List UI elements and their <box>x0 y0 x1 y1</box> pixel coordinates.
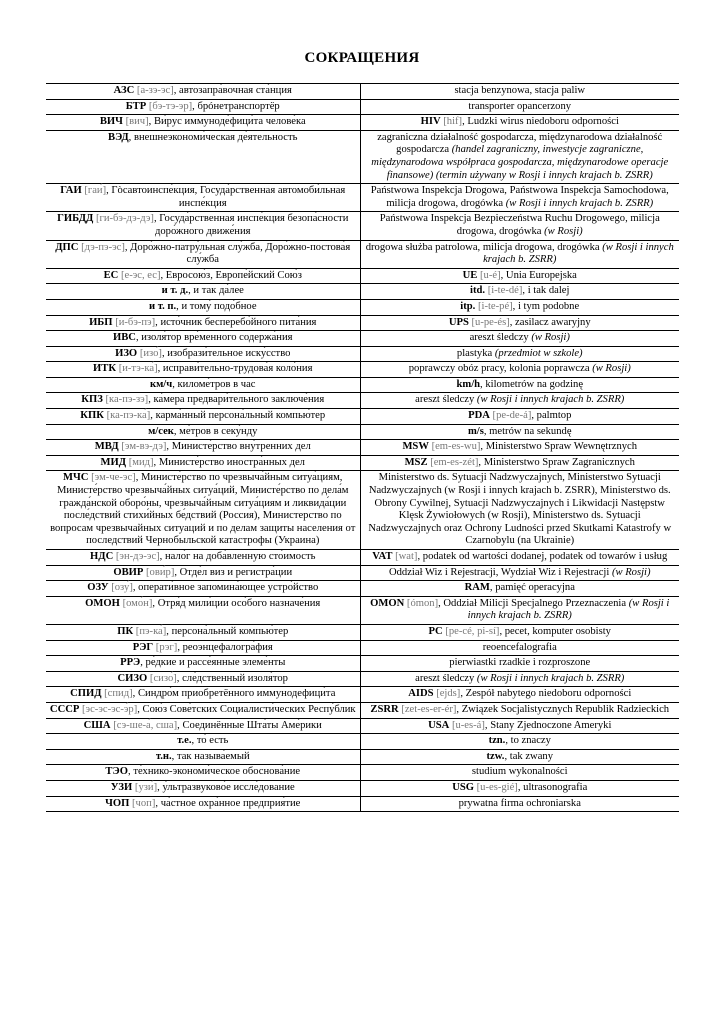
polish-cell <box>360 84 679 100</box>
russian-transcription: [е-эс, ес] <box>120 269 161 281</box>
table-row <box>46 84 679 100</box>
russian-cell <box>46 362 360 378</box>
polish-cell <box>360 749 679 765</box>
polish-expansion: , podatek od wartości dodanej, podatek od towarów i usług <box>417 551 668 562</box>
russian-abbreviation: МЧС <box>63 472 89 484</box>
russian-transcription: [спид] <box>104 688 133 700</box>
russian-abbreviation: ИВС <box>113 332 136 344</box>
polish-cell <box>360 718 679 734</box>
russian-cell <box>46 671 360 687</box>
polish-note: (w Rosji) <box>531 332 570 344</box>
russian-transcription: [сизо́] <box>149 672 177 684</box>
russian-cell <box>46 409 360 425</box>
polish-expansion: , kilometrów na godzinę <box>480 378 584 390</box>
page-title: СОКРАЩЕНИЯ <box>304 50 420 66</box>
russian-transcription: [сэ-ше-а́, сша] <box>113 719 178 731</box>
russian-abbreviation: РЭГ <box>132 641 154 653</box>
russian-expansion: , Синдро́м приобретённого иммунодефици́та <box>132 688 336 700</box>
polish-cell <box>360 362 679 378</box>
polish-cell <box>360 550 679 566</box>
russian-abbreviation: ГАИ <box>60 185 82 197</box>
polish-expansion: Państwowa Inspekcja Drogowa, Państwowa Inspekcja Samochodowa, milicja drogowa, drogówka <box>370 185 669 209</box>
polish-expansion: , pamięć operacyjna <box>489 582 575 594</box>
russian-cell <box>46 765 360 781</box>
russian-expansion: , Сою́з Сове́тских Социалисти́ческих Респу́блик <box>137 703 356 715</box>
polish-cell <box>360 284 679 300</box>
russian-cell <box>46 656 360 672</box>
polish-cell <box>360 331 679 347</box>
russian-expansion: , персона́льный компью́тер <box>166 625 289 637</box>
polish-cell <box>360 440 679 456</box>
polish-note: (w Rosji i innych krajach b. ZSRR) <box>476 394 625 406</box>
polish-expansion: pierwiastki rzadkie i rozproszone <box>449 657 591 669</box>
russian-abbreviation: РРЭ <box>120 657 141 669</box>
polish-cell <box>360 130 679 183</box>
russian-expansion: , киломе́тров в час <box>172 378 256 390</box>
table-row <box>46 440 679 456</box>
polish-expansion: areszt śledczy <box>415 672 477 684</box>
russian-cell <box>46 687 360 703</box>
russian-transcription: [узи́] <box>134 781 158 793</box>
russian-transcription: [а-зэ-эс] <box>136 85 174 96</box>
polish-cell <box>360 315 679 331</box>
russian-cell <box>46 393 360 409</box>
russian-expansion: , нало́г на доба́вленную сто́имость <box>159 551 316 562</box>
polish-expansion: reoencefalografia <box>482 641 557 653</box>
russian-expansion: , Гòсавтоинспе́кция, Госуда́рственная автомоби́льная инспе́кция <box>106 185 346 209</box>
polish-expansion: , Oddział Milicji Specjalnego Przeznaczenia <box>438 597 629 609</box>
polish-note: (w Rosji) <box>544 225 583 237</box>
polish-expansion: , Stany Zjednoczone Ameryki <box>484 719 612 731</box>
russian-abbreviation: КПЗ <box>81 394 103 406</box>
russian-abbreviation: км/ч <box>149 378 173 390</box>
russian-abbreviation: т.н. <box>155 750 172 762</box>
russian-abbreviation: МВД <box>94 441 119 453</box>
polish-transcription: [u-es-á] <box>451 719 485 731</box>
russian-expansion: , ча́стное охра́нное предприя́тие <box>155 797 301 809</box>
table-row <box>46 640 679 656</box>
russian-abbreviation: и т. д. <box>161 285 189 297</box>
russian-abbreviation: ВЭД <box>108 131 129 143</box>
polish-transcription: [pe-cé, pi-sí] <box>445 625 500 637</box>
polish-cell <box>360 640 679 656</box>
russian-abbreviation: ВИЧ <box>99 116 123 128</box>
polish-expansion: , metrów na sekundę <box>483 425 572 437</box>
russian-transcription: [и-бэ-пэ] <box>115 316 156 328</box>
russian-cell <box>46 640 360 656</box>
polish-transcription: [em-es-zét] <box>430 456 479 468</box>
table-row <box>46 796 679 812</box>
russian-abbreviation: КПК <box>80 410 104 422</box>
russian-cell <box>46 84 360 100</box>
russian-abbreviation: ОЗУ <box>87 582 109 594</box>
russian-expansion: , ме́тров в секу́нду <box>173 425 258 437</box>
russian-abbreviation: ЧОП <box>105 797 130 809</box>
polish-cell <box>360 656 679 672</box>
russian-transcription: [эм-вэ-дэ] <box>121 441 167 453</box>
russian-expansion: , Отде́л виз и регистра́ции <box>174 566 293 578</box>
russian-cell <box>46 780 360 796</box>
russian-cell <box>46 455 360 471</box>
polish-transcription: [wat] <box>395 551 418 562</box>
russian-expansion: , Соединённые Шта́ты Аме́рики <box>177 719 322 731</box>
russian-cell <box>46 377 360 393</box>
table-row <box>46 624 679 640</box>
russian-transcription: [вич] <box>125 116 149 128</box>
russian-cell <box>46 184 360 212</box>
polish-abbreviation: ZSRR <box>370 703 399 715</box>
polish-expansion: studium wykonalności <box>471 766 568 778</box>
polish-abbreviation: PC <box>428 625 443 637</box>
polish-expansion: , ultrasonografia <box>517 781 588 793</box>
table-row <box>46 212 679 240</box>
table-row <box>46 424 679 440</box>
polish-cell <box>360 702 679 718</box>
russian-expansion: , исто́чник бесперебо́йного пита́ния <box>155 316 317 328</box>
polish-transcription: [em-es-wu] <box>431 441 481 453</box>
polish-cell <box>360 581 679 597</box>
russian-transcription: [озу́] <box>111 582 133 594</box>
russian-cell <box>46 115 360 131</box>
table-row <box>46 749 679 765</box>
table-row <box>46 734 679 750</box>
table-row <box>46 718 679 734</box>
russian-cell <box>46 624 360 640</box>
polish-abbreviation: MSZ <box>404 456 428 468</box>
polish-expansion: , pecet, komputer osobisty <box>499 625 611 637</box>
polish-abbreviation: VAT <box>372 551 393 562</box>
russian-transcription: [пэ-ка́] <box>135 625 167 637</box>
russian-expansion: , автозапра́вочная ста́нция <box>173 85 292 96</box>
russian-abbreviation: НДС <box>90 551 114 562</box>
polish-cell <box>360 624 679 640</box>
table-row <box>46 130 679 183</box>
polish-cell <box>360 393 679 409</box>
russian-abbreviation: м/сек <box>148 425 174 437</box>
russian-expansion: , Ви́рус иммуноде́фици́та челове́ка <box>148 116 306 128</box>
polish-abbreviation: USG <box>452 781 474 793</box>
russian-cell <box>46 331 360 347</box>
polish-note: (handel zagraniczny, inwestycje zagraniczne, międzynarodowa współpraca gospodarcza, międzynarodowe operacje finansowe) (termin używany w Rosji i innych krajach b. ZSRR) <box>371 144 669 181</box>
polish-abbreviation: km/h <box>456 378 481 390</box>
table-row <box>46 240 679 268</box>
russian-expansion: , то́ есть <box>191 735 229 747</box>
polish-expansion: drogowa służba patrolowa, milicja drogowa, drogówka <box>365 241 603 253</box>
polish-expansion: prywatna firma ochroniarska <box>458 797 581 809</box>
russian-expansion: , Госуда́рственная инспе́кция безопа́сности доро́жного движе́ния <box>153 213 349 237</box>
russian-transcription: [бэ-тэ-эр] <box>148 100 193 112</box>
polish-expansion: Oddział Wiz i Rejestracji, Wydział Wiz i Rejestracji <box>388 566 612 578</box>
russian-cell <box>46 240 360 268</box>
polish-expansion: , i tak dalej <box>522 285 570 297</box>
russian-cell <box>46 268 360 284</box>
polish-transcription: [zet-es-er-ér] <box>401 703 457 715</box>
russian-abbreviation: ПК <box>117 625 134 637</box>
table-row <box>46 765 679 781</box>
polish-cell <box>360 671 679 687</box>
russian-abbreviation: СПИД <box>70 688 102 700</box>
russian-expansion: , Министе́рство по чрезвыча́йным ситуа́циям, Министе́рство чрезвыча́йных ситуа́ций, Министе́рство по дела́м гражда́нской оборо́ны, чрезвыча́йным ситуа́циям и ликвида́ции после́дствий стихи́йных бе́дствий (Россия), Министерство по вопросам чрезвычайных ситуаций и по делам защиты населения от последствий Чернобыльской катастрофы (Украина) <box>50 472 356 547</box>
russian-cell <box>46 99 360 115</box>
polish-expansion: , Zespół nabytego niedoboru odporności <box>460 688 632 700</box>
table-row <box>46 596 679 624</box>
polish-transcription: [ejds] <box>436 688 461 700</box>
russian-transcription: [ка-пэ-ка́] <box>106 410 151 422</box>
table-row <box>46 393 679 409</box>
polish-expansion: , Ludzki wirus niedoboru odporności <box>462 116 619 128</box>
russian-abbreviation: ОМОН <box>85 597 120 609</box>
russian-transcription: [изо́] <box>139 347 162 359</box>
russian-expansion: , сле́дственный изоля́тор <box>176 672 288 684</box>
polish-expansion: zagraniczna działalność gospodarcza, międzynarodowa działalność gospodarcza <box>377 131 663 156</box>
polish-expansion: , tak zwany <box>504 750 553 762</box>
table-row <box>46 284 679 300</box>
russian-transcription: [гаи́] <box>84 185 107 197</box>
russian-transcription: [рэг] <box>155 641 178 653</box>
table-row <box>46 184 679 212</box>
polish-abbreviation: UPS <box>448 316 469 328</box>
russian-cell <box>46 734 360 750</box>
table-row <box>46 409 679 425</box>
polish-expansion: , palmtop <box>531 410 572 422</box>
russian-expansion: , так называ́емый <box>171 750 250 762</box>
russian-expansion: , Доро́жно-патру́льная слу́жба, Доро́жно-постова́я слу́жба <box>124 241 351 266</box>
russian-expansion: , ка́мера предвари́тельного заключе́ния <box>148 394 325 406</box>
polish-abbreviation: OMON <box>370 597 405 609</box>
russian-transcription: [мид] <box>128 456 154 468</box>
polish-cell <box>360 424 679 440</box>
table-row <box>46 702 679 718</box>
polish-cell <box>360 409 679 425</box>
polish-expansion: stacja benzynowa, stacja paliw <box>454 85 586 96</box>
polish-expansion: Ministerstwo ds. Sytuacji Nadzwyczajnych, Ministerstwo Sytuacji Nadzwyczajnych (w Rosji i innych krajach b. ZSRR), Ministerstwo ds. Obrony Cywilnej, Sytuacji Nadzwyczajnych i Likwidacji Następstw Klęsk Żywiołowych (w Rosji), Ministerstwo ds. Sytuacji Nadzwyczajnych oraz Ochrony Ludności przed Skutkami Katastrofy w Czarnobylu (na Ukrainie) <box>368 472 672 547</box>
polish-cell <box>360 99 679 115</box>
polish-expansion: poprawczy obóz pracy, kolonia poprawcza <box>408 363 593 375</box>
polish-transcription: [pe-de-á] <box>492 410 532 422</box>
table-row <box>46 581 679 597</box>
russian-abbreviation: ОВИР <box>113 566 144 578</box>
polish-abbreviation: tzw. <box>486 750 505 762</box>
russian-abbreviation: АЗС <box>113 85 135 96</box>
abbreviations-table <box>46 83 679 812</box>
polish-abbreviation: RAM <box>464 582 490 594</box>
russian-abbreviation: т.е. <box>177 735 192 747</box>
russian-expansion: , те́хнико-экономи́ческое обоснова́ние <box>128 766 301 778</box>
russian-cell <box>46 284 360 300</box>
abbreviations-table-body <box>46 84 679 812</box>
polish-expansion: , Związek Socjalistycznych Republik Radzieckich <box>456 703 670 715</box>
table-row <box>46 115 679 131</box>
polish-cell <box>360 346 679 362</box>
table-row <box>46 550 679 566</box>
russian-transcription: [ови́р] <box>146 566 175 578</box>
russian-cell <box>46 749 360 765</box>
russian-cell <box>46 315 360 331</box>
russian-abbreviation: ЕС <box>103 269 119 281</box>
table-row <box>46 315 679 331</box>
table-row <box>46 377 679 393</box>
polish-cell <box>360 565 679 581</box>
russian-cell <box>46 440 360 456</box>
polish-expansion: areszt śledczy <box>415 394 477 406</box>
russian-abbreviation: и т. п. <box>148 300 177 312</box>
polish-expansion: , Unia Europejska <box>500 269 577 281</box>
russian-abbreviation: ИТК <box>93 363 117 375</box>
polish-note: (przedmiot w szkole) <box>494 347 583 359</box>
polish-transcription: [u-es-gié] <box>476 781 518 793</box>
russian-expansion: , Министе́рство иностра́нных дел <box>153 456 305 468</box>
polish-abbreviation: MSW <box>402 441 429 453</box>
russian-transcription: [эс-эс-эс-э́р] <box>82 703 138 715</box>
russian-abbreviation: ДПС <box>55 241 79 253</box>
polish-transcription: [i-te-pé] <box>477 300 513 312</box>
russian-abbreviation: БТР <box>125 100 147 112</box>
table-row <box>46 471 679 550</box>
russian-abbreviation: МИД <box>100 456 127 468</box>
polish-abbreviation: itd. <box>470 285 486 297</box>
table-row <box>46 346 679 362</box>
russian-abbreviation: ТЭО <box>105 766 129 778</box>
polish-note: (w Rosji i innych krajach b. ZSRR) <box>467 597 670 622</box>
polish-cell <box>360 687 679 703</box>
polish-cell <box>360 299 679 315</box>
table-row <box>46 299 679 315</box>
russian-cell <box>46 471 360 550</box>
polish-cell <box>360 471 679 550</box>
russian-transcription: [омо́н] <box>122 597 153 609</box>
russian-cell <box>46 796 360 812</box>
polish-cell <box>360 115 679 131</box>
russian-abbreviation: УЗИ <box>110 781 133 793</box>
russian-transcription: [дэ-пэ-эс] <box>81 241 125 253</box>
table-row <box>46 99 679 115</box>
russian-abbreviation: ГИБДД <box>57 213 94 225</box>
polish-abbreviation: USA <box>428 719 450 731</box>
polish-note: (w Rosji i innych krajach b. ZSRR) <box>505 197 654 209</box>
polish-expansion: areszt śledczy <box>469 332 532 344</box>
russian-cell <box>46 299 360 315</box>
russian-cell <box>46 346 360 362</box>
russian-cell <box>46 565 360 581</box>
polish-cell <box>360 212 679 240</box>
russian-cell <box>46 702 360 718</box>
russian-expansion: , изобрази́тельное иску́сство <box>161 347 291 359</box>
polish-cell <box>360 268 679 284</box>
polish-transcription: [i-te-dé] <box>487 285 523 297</box>
russian-expansion: , Министе́рство вну́тренних дел <box>166 441 311 453</box>
table-row <box>46 331 679 347</box>
russian-expansion: , у̀льтразвуково́е иссле́дование <box>157 781 295 793</box>
russian-cell <box>46 424 360 440</box>
polish-note: (w Rosji i innych krajach b. ZSRR) <box>476 672 625 684</box>
polish-cell <box>360 734 679 750</box>
polish-abbreviation: AIDS <box>408 688 434 700</box>
russian-transcription: [эм-че-эс] <box>91 472 136 484</box>
polish-note: (w Rosji) <box>611 566 651 578</box>
russian-expansion: , ре́дкие и рассе́янные элеме́нты <box>140 657 286 669</box>
russian-expansion: , и так да́лее <box>188 285 244 297</box>
polish-abbreviation: PDA <box>468 410 490 422</box>
russian-cell <box>46 581 360 597</box>
table-row <box>46 268 679 284</box>
russian-transcription: [ка-пэ-зэ] <box>105 394 149 406</box>
polish-transcription: [ómon] <box>406 597 439 609</box>
russian-expansion: , исправи́тельно-трудова́я коло́ния <box>157 363 313 375</box>
polish-expansion: , i tym podobne <box>512 300 580 312</box>
table-row <box>46 671 679 687</box>
polish-abbreviation: tzn. <box>488 735 506 747</box>
russian-abbreviation: ИЗО <box>115 347 138 359</box>
polish-cell <box>360 184 679 212</box>
russian-abbreviation: ИБП <box>89 316 113 328</box>
russian-expansion: , и тому́ подо́бное <box>176 300 257 312</box>
table-row <box>46 687 679 703</box>
russian-abbreviation: США <box>83 719 111 731</box>
polish-cell <box>360 455 679 471</box>
russian-cell <box>46 718 360 734</box>
polish-expansion: transporter opancerzony <box>468 100 572 112</box>
russian-expansion: , внешнеэкономи́ческая де́ятельность <box>128 131 298 143</box>
russian-expansion: , карма́нный персона́льный компью́тер <box>150 410 326 422</box>
table-row <box>46 362 679 378</box>
polish-expansion: , to znaczy <box>505 735 551 747</box>
russian-transcription: [чоп] <box>132 797 156 809</box>
russian-transcription: [и-тэ-ка́] <box>118 363 158 375</box>
russian-expansion: , операти́вное запомина́ющее устро́йство <box>132 582 319 594</box>
polish-cell <box>360 765 679 781</box>
russian-expansion: , реоэнцефалогра́фия <box>177 641 273 653</box>
polish-transcription: [hif] <box>443 116 463 128</box>
russian-cell <box>46 130 360 183</box>
russian-cell <box>46 550 360 566</box>
polish-expansion: Państwowa Inspekcja Bezpieczeństwa Ruchu Drogowego, milicja drogowa, drogówka <box>379 213 660 237</box>
russian-expansion: , Отря́д мили́ции осо́бого назначе́ния <box>152 597 321 609</box>
polish-cell <box>360 796 679 812</box>
polish-expansion: , Ministerstwo Spraw Zagranicznych <box>478 456 635 468</box>
polish-expansion: , Ministerstwo Spraw Wewnętrznych <box>480 441 638 453</box>
polish-cell <box>360 377 679 393</box>
table-row <box>46 455 679 471</box>
polish-abbreviation: m/s <box>467 425 484 437</box>
russian-expansion: , Евросою́з, Европе́йский Сою́з <box>160 269 302 281</box>
russian-cell <box>46 212 360 240</box>
russian-expansion: , брóнетранспортёр <box>192 100 280 112</box>
polish-transcription: [u-é] <box>480 269 501 281</box>
polish-note: (w Rosji i innych krajach b. ZSRR) <box>483 241 674 266</box>
polish-transcription: [u-pe-és] <box>471 316 510 328</box>
russian-transcription: [эн-дэ-эс] <box>115 551 160 562</box>
russian-abbreviation: СССР <box>49 703 80 715</box>
table-row <box>46 656 679 672</box>
table-row <box>46 780 679 796</box>
russian-cell <box>46 596 360 624</box>
polish-cell <box>360 596 679 624</box>
table-row <box>46 565 679 581</box>
russian-abbreviation: СИЗО <box>117 672 148 684</box>
polish-cell <box>360 240 679 268</box>
polish-expansion: , zasilacz awaryjny <box>509 316 591 328</box>
russian-expansion: , изоля́тор вре́менного содержа́ния <box>135 332 293 344</box>
russian-transcription: [ги-бэ-дэ-дэ] <box>95 213 154 225</box>
polish-expansion: plastyka <box>456 347 495 359</box>
polish-abbreviation: itp. <box>460 300 476 312</box>
polish-abbreviation: HIV <box>420 116 441 128</box>
polish-cell <box>360 780 679 796</box>
polish-note: (w Rosji) <box>592 363 631 375</box>
polish-abbreviation: UE <box>462 269 478 281</box>
